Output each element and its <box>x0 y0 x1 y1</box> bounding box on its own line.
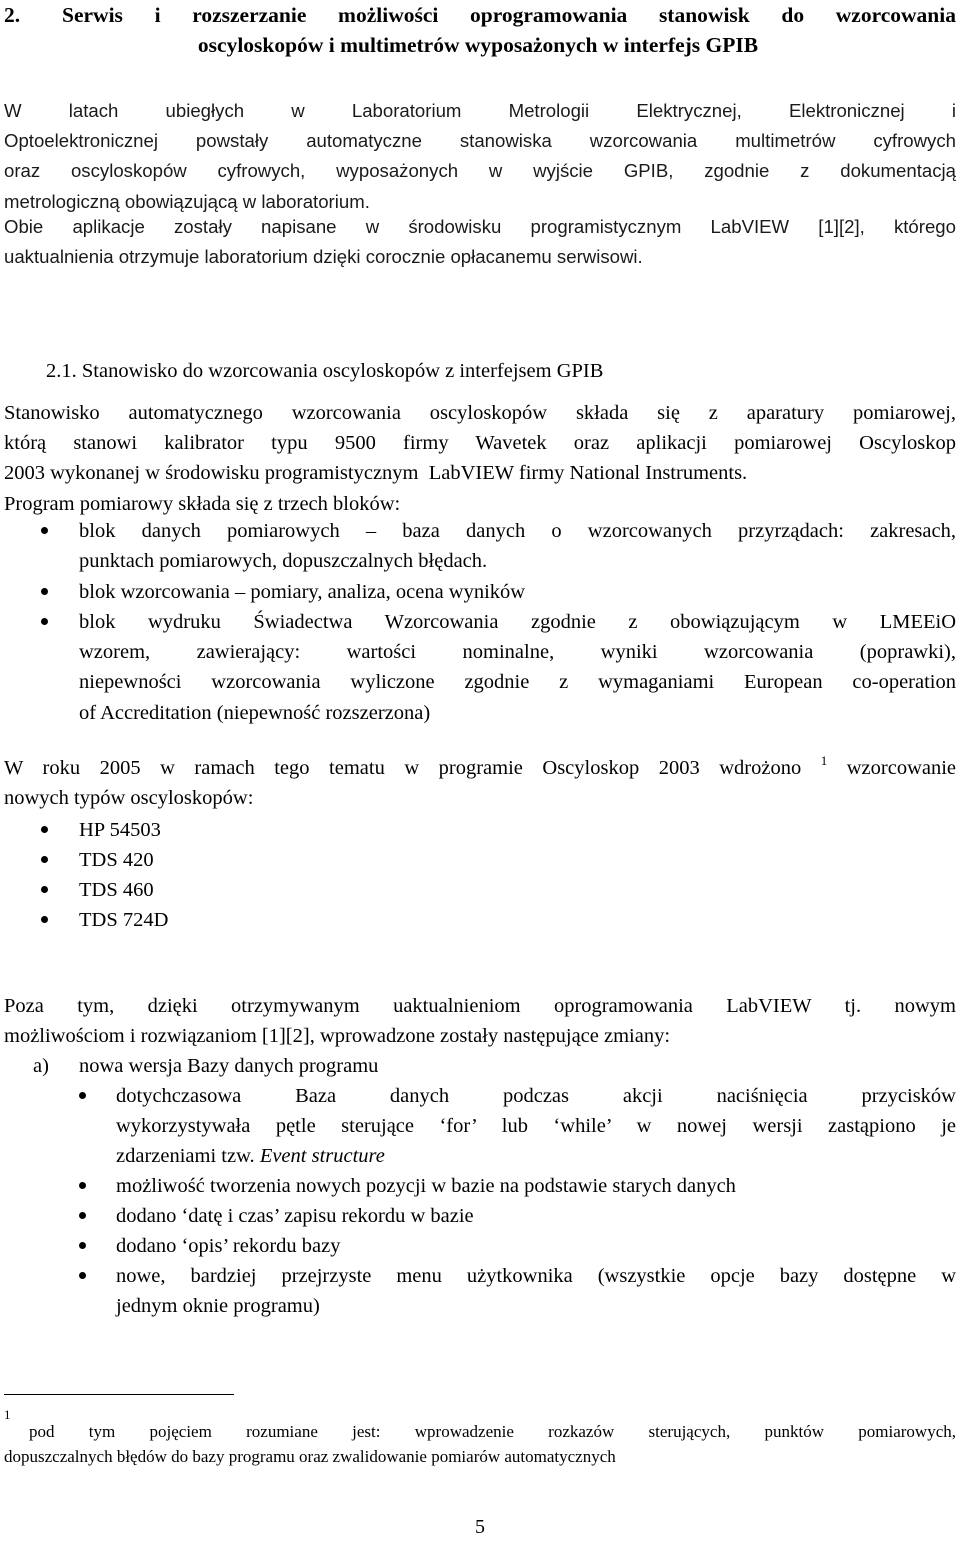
model-item: HP 54503 <box>79 819 161 841</box>
block-item-3-line-1: blok wydruku Świadectwa Wzorcowania zgodnie z obowiązującym w LMEEiO <box>79 611 956 633</box>
section-paragraph-1 <box>4 398 956 519</box>
block-item-3-line-4: of Accreditation (niepewność rozszerzona) <box>79 701 431 724</box>
chapter-number: 2. <box>4 3 21 27</box>
change-item-4: dodano ‘opis’ rekordu bazy <box>116 1235 341 1257</box>
block-item-1-line-1: blok danych pomiarowych – baza danych o wzorcowanych przyrządach: zakresach, <box>79 520 956 542</box>
change-item-1-line-3 <box>116 1141 956 1171</box>
footnote-separator <box>4 1394 234 1395</box>
section-p1-line-3: 2003 wykonanej w środowisku programistycznym LabVIEW firmy National Instruments. <box>4 462 748 485</box>
bullet-icon <box>79 1212 86 1219</box>
model-item: TDS 420 <box>79 849 154 871</box>
change-item-5-line-1: nowe, bardziej przejrzyste menu użytkownika (wszystkie opcje bazy dostępne w <box>116 1265 956 1287</box>
section-p2-line-1-end: wzorcowanie <box>846 757 957 779</box>
section-p1-line-1: Stanowisko automatycznego wzorcowania oscyloskopów składa się z aparatury pomiarowej, <box>4 402 956 424</box>
bullet-icon <box>41 588 48 595</box>
section-p2-line-2: nowych typów oscyloskopów: <box>4 787 254 810</box>
intro-p1-line-4: metrologiczną obowiązującą w laboratorium. <box>4 190 370 212</box>
bullet-icon <box>41 527 48 534</box>
bullet-icon <box>41 618 48 625</box>
intro-paragraph-2 <box>4 212 956 272</box>
section-p1-line-4: Program pomiarowy składa się z trzech bloków: <box>4 492 401 515</box>
change-item-5 <box>116 1261 956 1321</box>
bullet-icon <box>79 1092 86 1099</box>
bullet-icon <box>41 916 48 923</box>
block-item-1-line-2: punktach pomiarowych, dopuszczalnych błędach. <box>79 550 488 573</box>
section-heading: 2.1. Stanowisko do wzorcowania oscyloskopów z interfejsem GPIB <box>46 360 604 382</box>
change-item-5-line-2: jednym oknie programu) <box>116 1295 320 1318</box>
change-item-1 <box>116 1081 956 1172</box>
intro-p2-line-1: Obie aplikacje zostały napisane w środowisku programistycznym LabVIEW [1][2], którego <box>4 216 956 237</box>
list-a-label: a) <box>33 1055 49 1077</box>
intro-paragraph-1 <box>4 96 956 217</box>
section-paragraph-2 <box>4 753 956 813</box>
block-item-1 <box>79 516 956 576</box>
bullet-icon <box>79 1182 86 1189</box>
model-item: TDS 724D <box>79 909 169 931</box>
block-item-3-line-3: niepewności wzorcowania wyliczone zgodnie z wymaganiami European co-operation <box>79 671 956 694</box>
footnote-line-2: dopuszczalnych błędów do bazy programu oraz zwalidowanie pomiarów automatycznych <box>4 1447 616 1466</box>
model-item: TDS 460 <box>79 879 154 901</box>
bullet-icon <box>41 856 48 863</box>
block-item-2-line-1: blok wzorcowania – pomiary, analiza, ocena wyników <box>79 581 526 603</box>
bullet-icon <box>79 1272 86 1279</box>
bullet-icon <box>79 1242 86 1249</box>
change-item-1-line-2: wykorzystywała pętle sterujące ‘for’ lub ‘while’ w nowej wersji zastąpiono je <box>116 1115 956 1138</box>
event-structure-term: Event structure <box>259 1145 385 1168</box>
block-item-3 <box>79 607 956 728</box>
list-a-text: nowa wersja Bazy danych programu <box>79 1055 379 1077</box>
chapter-title-line-2: oscyloskopów i multimetrów wyposażonych w interfejs GPIB <box>197 33 759 57</box>
section-p1-line-2: którą stanowi kalibrator typu 9500 firmy Wavetek oraz aplikacji pomiarowej Oscyloskop <box>4 432 956 455</box>
block-item-2 <box>79 577 956 607</box>
section-p2-line-1-text: W roku 2005 w ramach tego tematu w programie Oscyloskop 2003 wdrożono <box>4 757 802 779</box>
change-item-1-line-3-text: zdarzeniami tzw. <box>116 1145 255 1168</box>
block-item-3-line-2: wzorem, zawierający: wartości nominalne, wyniki wzorcowania (poprawki), <box>79 641 956 664</box>
section-paragraph-3 <box>4 991 956 1051</box>
chapter-title-line-1: Serwis i rozszerzanie możliwości oprogramowania stanowisk do wzorcowania <box>62 3 956 27</box>
footnote-mark: 1 <box>4 1407 11 1422</box>
bullet-icon <box>41 886 48 893</box>
change-item-2: możliwość tworzenia nowych pozycji w bazie na podstawie starych danych <box>116 1175 736 1197</box>
bullet-icon <box>41 826 48 833</box>
intro-p1-line-3: oraz oscyloskopów cyfrowych, wyposażonych w wyjście GPIB, zgodnie z dokumentacją <box>4 160 956 182</box>
change-item-1-line-1: dotychczasowa Baza danych podczas akcji naciśnięcia przycisków <box>116 1085 956 1107</box>
footnote-line-1: pod tym pojęciem rozumiane jest: wprowadzenie rozkazów sterujących, punktów pomiarowych, <box>29 1422 956 1441</box>
intro-p1-line-2: Optoelektronicznej powstały automatyczne stanowiska wzorcowania multimetrów cyfrowych <box>4 130 956 152</box>
intro-p2-line-2: uaktualnienia otrzymuje laboratorium dzięki corocznie opłacanemu serwisowi. <box>4 246 643 268</box>
section-p2-line-1 <box>4 753 956 783</box>
section-p3-line-2: możliwościom i rozwiązaniom [1][2], wprowadzone zostały następujące zmiany: <box>4 1025 671 1048</box>
change-item-3: dodano ‘datę i czas’ zapisu rekordu w bazie <box>116 1205 474 1227</box>
section-p3-line-1: Poza tym, dzięki otrzymywanym uaktualnieniom oprogramowania LabVIEW tj. nowym <box>4 995 956 1017</box>
page-number: 5 <box>475 1516 485 1538</box>
chapter-heading <box>4 0 956 60</box>
footnote-reference: 1 <box>820 753 828 768</box>
footnote <box>4 1419 956 1469</box>
intro-p1-line-1: W latach ubiegłych w Laboratorium Metrologii Elektrycznej, Elektronicznej i <box>4 100 956 121</box>
